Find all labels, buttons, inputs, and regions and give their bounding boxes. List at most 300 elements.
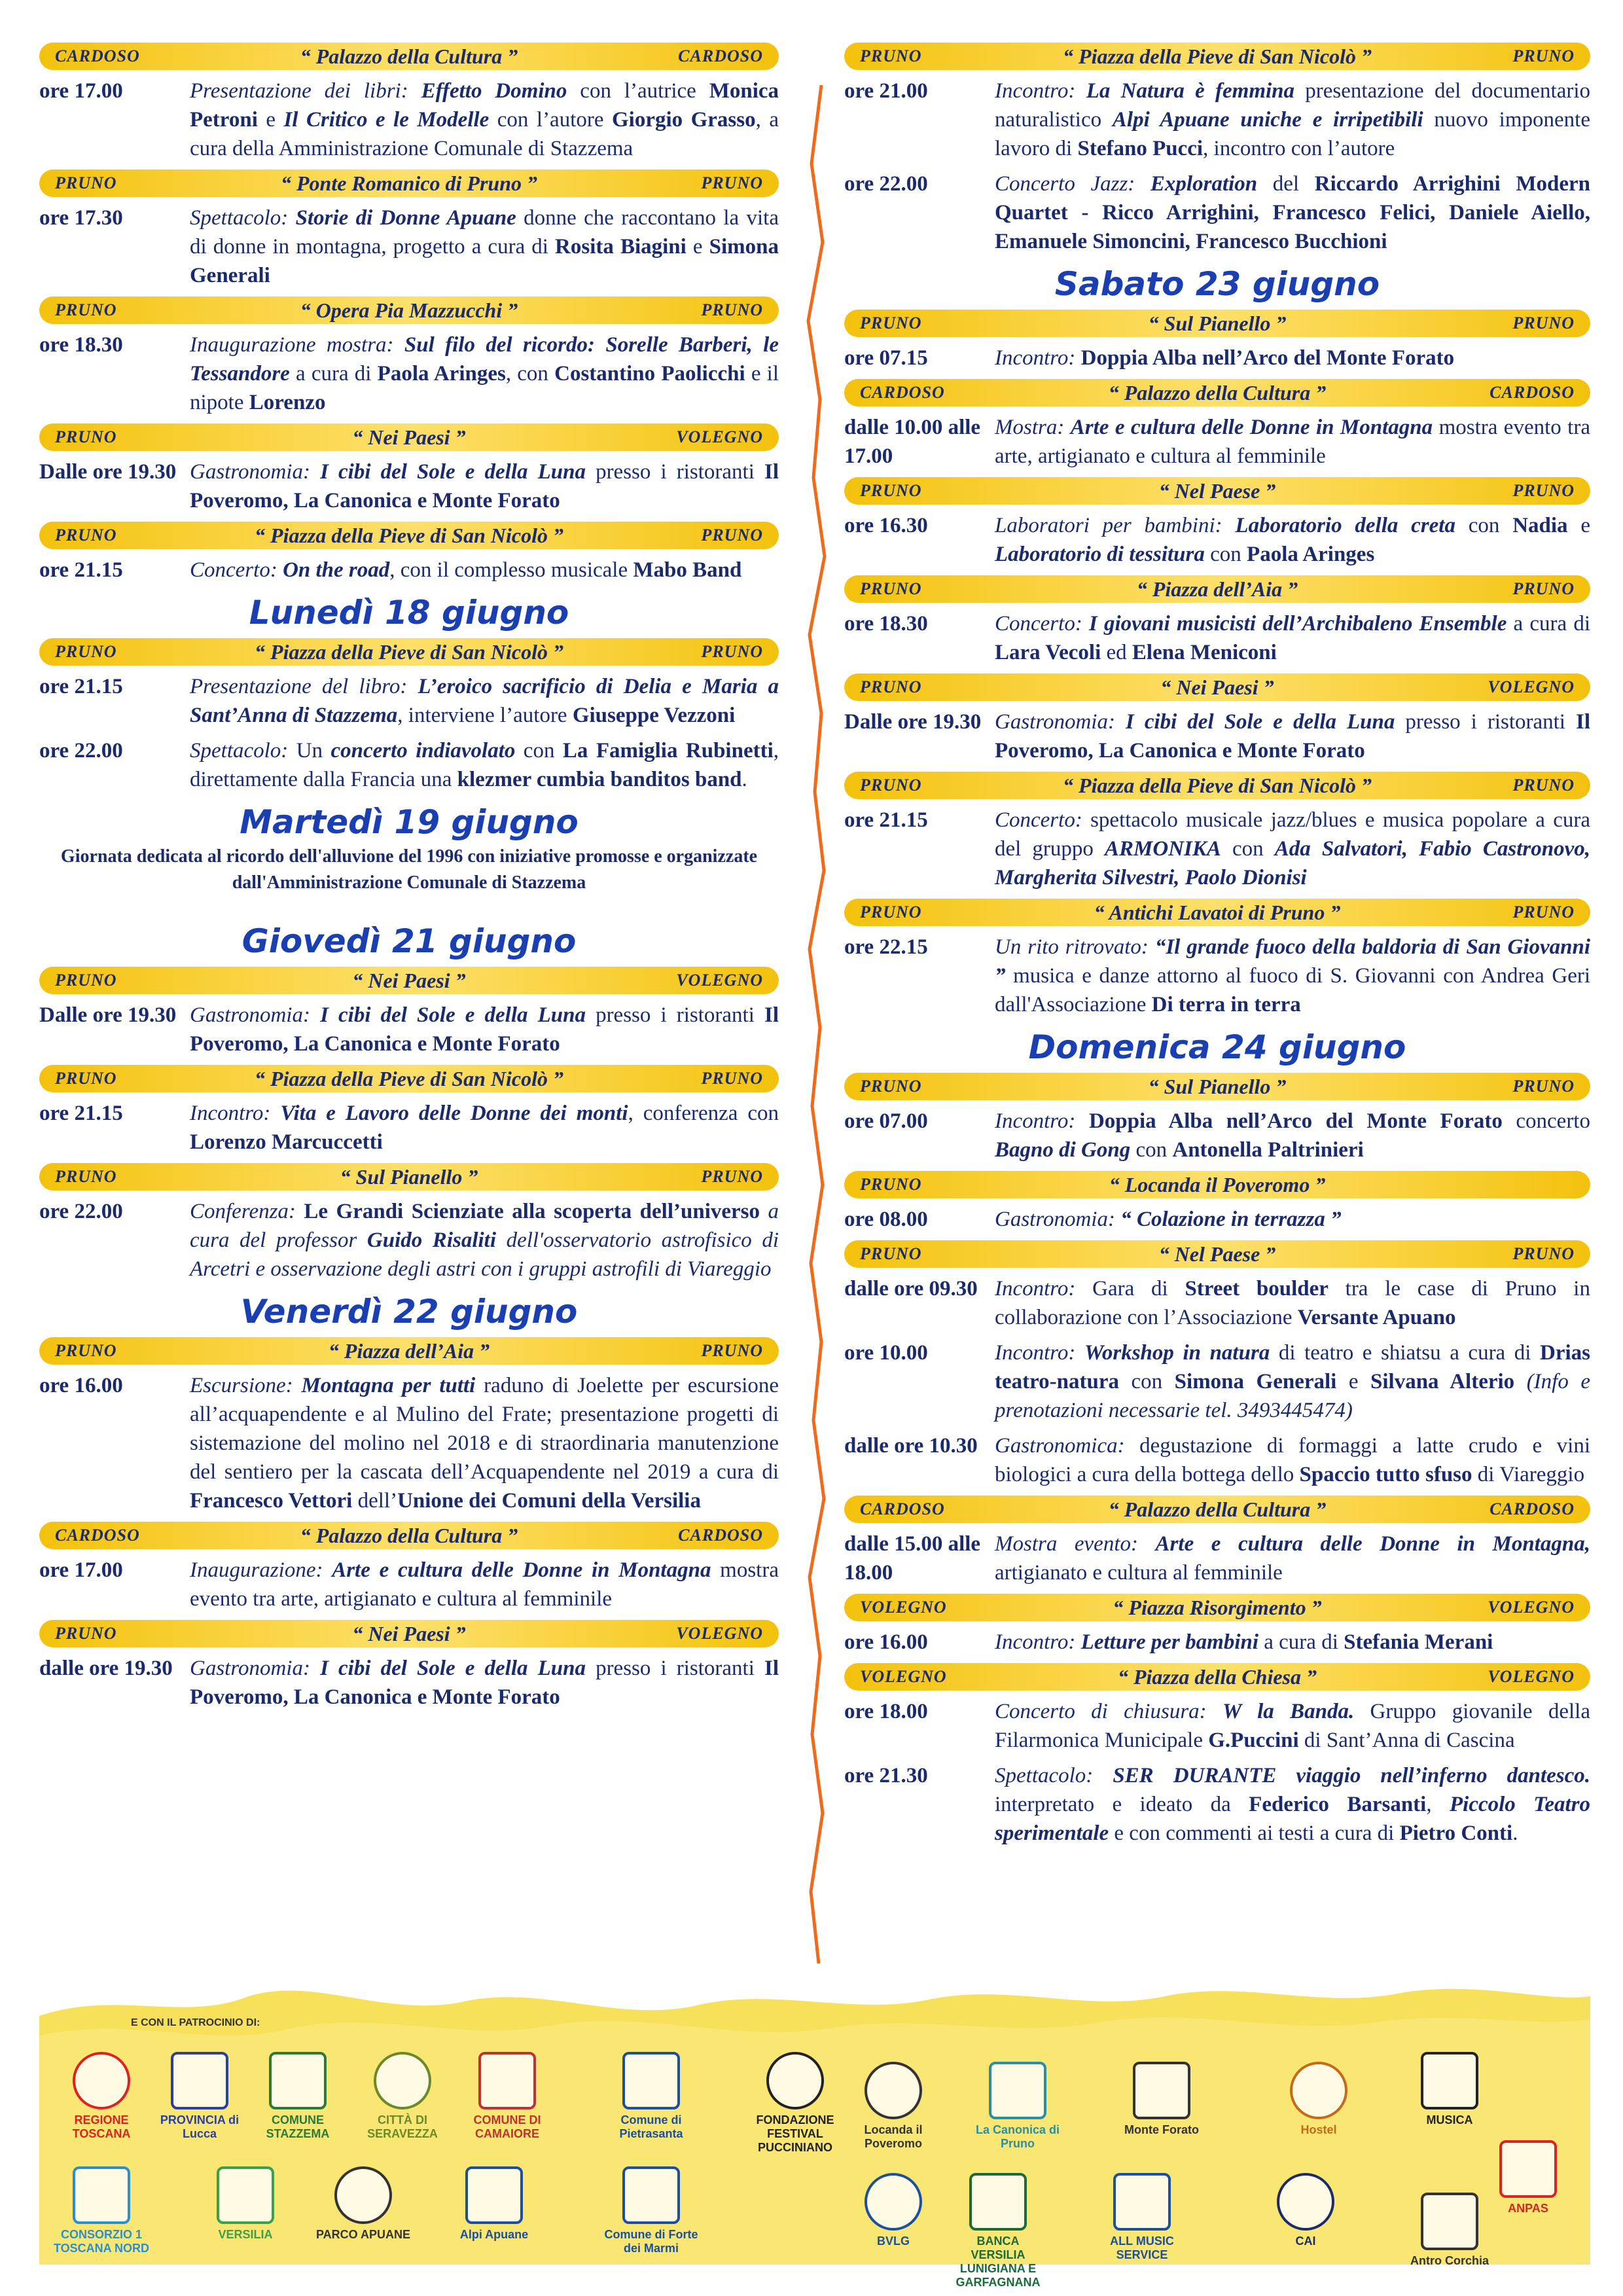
logo-label: COMUNE DI CAMAIORE <box>473 2113 541 2140</box>
venue-bar <box>844 1073 1590 1100</box>
venue-location: PRUNO <box>860 776 922 795</box>
patronage-label: E CON IL PATROCINIO DI: <box>131 2017 260 2028</box>
event-text: ARMONIKA <box>1105 837 1221 861</box>
event-text: a cura di <box>289 362 378 386</box>
logo-comune-stazzema <box>249 2052 347 2141</box>
logo-label: ALL MUSIC SERVICE <box>1110 2234 1174 2261</box>
venue-bar <box>39 1065 779 1092</box>
logo-label: CAI <box>1295 2234 1316 2248</box>
event-text: Paola Aringes <box>1247 543 1375 566</box>
event-text: Laboratorio di tessitura <box>995 543 1205 566</box>
logo-label: FONDAZIONE FESTIVAL PUCCINIANO <box>756 2113 834 2154</box>
event-time: dalle ore 19.30 <box>39 1657 173 1680</box>
regione-toscana-icon <box>73 2052 130 2109</box>
event-description <box>190 1197 779 1283</box>
event-text: (Info e prenotazioni necessarie tel. 3493445474) <box>995 1370 1590 1422</box>
event-text: “Il grande fuoco della baldoria di San Giovanni ” <box>995 935 1590 988</box>
event-text: con l’autrice <box>567 79 709 103</box>
venue-name: “ Palazzo della Cultura ” <box>1108 380 1327 404</box>
event-text: e <box>1567 514 1591 537</box>
event-row <box>39 672 779 730</box>
event-description <box>995 1697 1590 1755</box>
venue-bar <box>844 477 1590 505</box>
event-row <box>39 77 779 163</box>
event-text: I cibi del Sole e della Luna <box>320 1657 586 1680</box>
event-row <box>39 1556 779 1613</box>
event-text: Conferenza: <box>190 1200 304 1223</box>
event-time: ore 21.15 <box>39 1102 123 1125</box>
event-text: Il Poveromo, La Canonica e Monte Forato <box>995 710 1591 762</box>
logo-pania-hostel <box>1270 2062 1368 2137</box>
venue-location-right: PRUNO <box>1512 579 1575 598</box>
venue-location-right: PRUNO <box>701 642 763 661</box>
event-text: Spettacolo: <box>995 1764 1113 1787</box>
day-heading: Venerdì 22 giugno <box>240 1293 578 1331</box>
venue-name: “ Piazza della Pieve di San Nicolò ” <box>1063 44 1372 68</box>
event-description <box>190 204 779 290</box>
event-text: di teatro e shiatsu a cura di <box>1270 1341 1540 1365</box>
logo-bvlg <box>844 2173 942 2248</box>
event-text: Incontro: <box>995 79 1086 103</box>
venue-bar <box>39 43 779 70</box>
event-time: Dalle ore 19.30 <box>844 710 982 734</box>
logo-musica-apuane <box>1400 2052 1499 2127</box>
event-text: Concerto Jazz: <box>995 172 1150 196</box>
venue-location-right: PRUNO <box>701 1341 763 1360</box>
event-time: ore 18.00 <box>844 1700 928 1723</box>
event-text: tra le case di Pruno in collaborazione con l’Associazione <box>995 1277 1590 1329</box>
venue-location: PRUNO <box>860 677 922 696</box>
venue-name: “ Locanda il Poveromo ” <box>1109 1172 1326 1196</box>
venue-bar <box>39 1522 779 1549</box>
event-time: ore 16.00 <box>39 1374 123 1397</box>
venue-bar <box>844 1496 1590 1523</box>
venue-name: “ Sul Pianello ” <box>1148 311 1287 335</box>
event-description <box>995 1274 1590 1332</box>
event-text: Francesco Vettori <box>190 1489 353 1513</box>
event-text: raduno di Joelette per escursione all’acquapendente e al Mulino del Frate; presentazione progetti di sistemazione del molino nel 2018 e di straordinaria manutenzione del sentiero per la cascata dell’Acquapendente nel 2019 a cura di <box>190 1374 779 1484</box>
logo-monte-forato <box>1113 2062 1211 2137</box>
event-text: a cura di <box>1258 1630 1344 1654</box>
event-text: I cibi del Sole e della Luna <box>320 460 586 484</box>
venue-location-right: PRUNO <box>1512 314 1575 332</box>
venue-location-right: VOLEGNO <box>676 427 763 446</box>
event-text: Lara Vecoli <box>995 641 1101 664</box>
event-time: ore 18.30 <box>39 333 123 357</box>
event-time: dalle ore 09.30 <box>844 1277 978 1300</box>
venue-name: “ Nel Paese ” <box>1158 1242 1276 1266</box>
event-text: Gruppo giovanile della Filarmonica Municipale <box>995 1700 1590 1752</box>
day-heading: Domenica 24 giugno <box>1028 1028 1406 1066</box>
forte-dei-marmi-icon <box>622 2166 680 2224</box>
logo-label: PARCO APUANE <box>315 2228 410 2241</box>
venue-name: “ Palazzo della Cultura ” <box>300 44 518 68</box>
event-text: I cibi del Sole e della Luna <box>1125 710 1395 734</box>
event-text: Gastronomia: <box>995 710 1126 734</box>
event-text: , direttamente dalla Francia una <box>190 739 779 791</box>
venue-bar <box>39 1163 779 1191</box>
event-text: Exploration <box>1150 172 1258 196</box>
event-time: ore 21.30 <box>844 1764 928 1787</box>
event-text: Paola Aringes <box>377 362 506 386</box>
event-text: Effetto Domino <box>421 79 567 103</box>
venue-name: “ Piazza dell’Aia ” <box>1136 577 1298 601</box>
event-text: Montagna per tutti <box>301 1374 476 1397</box>
all-music-service-icon <box>1113 2173 1171 2231</box>
event-text: Doppia Alba nell’Arco del Monte Forato <box>1088 1109 1503 1133</box>
event-text: Incontro: <box>995 346 1081 370</box>
monte-forato-icon <box>1133 2062 1190 2119</box>
venue-location: CARDOSO <box>860 1499 945 1518</box>
event-row <box>844 1628 1590 1657</box>
event-description <box>190 556 779 584</box>
event-text: musica e danze attorno al fuoco di S. Giovanni con Andrea Geri dall'Associazione <box>995 964 1590 1016</box>
event-text: Sul filo del ricordo: Sorelle Barberi, le Tessandore <box>190 333 779 386</box>
event-row <box>844 609 1590 667</box>
venue-location: PRUNO <box>860 579 922 598</box>
event-time: ore 18.30 <box>844 612 928 636</box>
event-text: Incontro: <box>190 1102 281 1125</box>
footer-logos <box>39 1977 1590 2289</box>
event-text: I giovani musicisti dell’Archibaleno Ensemble <box>1088 612 1507 636</box>
event-text: ed <box>1101 641 1132 664</box>
event-row <box>844 708 1590 765</box>
event-description <box>995 1628 1590 1657</box>
event-text: con <box>1119 1370 1175 1393</box>
logo-provincia-lucca <box>151 2052 249 2141</box>
venue-location: PRUNO <box>55 971 117 990</box>
venue-name: “ Antichi Lavatoi di Pruno ” <box>1094 900 1341 924</box>
event-text: , incontro con l’autore <box>1203 137 1395 160</box>
event-description <box>190 1099 779 1157</box>
day-heading: Giovedì 21 giugno <box>241 922 577 960</box>
venue-location-right: PRUNO <box>701 526 763 545</box>
event-row <box>39 457 779 515</box>
event-description <box>190 1371 779 1515</box>
event-text: , <box>1426 1793 1450 1816</box>
venue-name: “ Nei Paesi ” <box>352 425 466 449</box>
event-time: ore 16.00 <box>844 1630 928 1654</box>
logo-locanda-poveromo <box>844 2062 942 2151</box>
comune-pietrasanta-icon <box>622 2052 680 2109</box>
event-description <box>995 344 1590 372</box>
event-text: nuovo imponente lavoro di <box>995 108 1590 160</box>
event-row <box>844 413 1590 471</box>
citta-seravezza-icon <box>374 2052 431 2109</box>
event-text: Rosita Biagini <box>555 235 687 259</box>
venue-location: VOLEGNO <box>860 1667 947 1686</box>
logo-unesco <box>445 2166 543 2242</box>
zigzag-divider <box>795 85 834 1964</box>
event-text: con l’autore <box>489 108 612 132</box>
event-description <box>995 1530 1590 1587</box>
event-text: On the road <box>283 558 390 582</box>
event-description <box>190 672 779 730</box>
unione-versilia-icon <box>217 2166 274 2224</box>
venue-bar <box>39 638 779 666</box>
venue-name: “ Nel Paese ” <box>1158 478 1276 503</box>
event-text: Arte e cultura delle Donne in Montagna <box>332 1558 711 1582</box>
event-text: Gastronomia: <box>190 1657 321 1680</box>
event-text: Laboratori per bambini: <box>995 514 1236 537</box>
logo-comune-camaiore <box>458 2052 556 2141</box>
venue-location: PRUNO <box>860 314 922 332</box>
event-text: Incontro: <box>995 1630 1081 1654</box>
event-row <box>844 1107 1590 1164</box>
venue-location-right: PRUNO <box>1512 1077 1575 1096</box>
event-text: Pietro Conti <box>1399 1821 1513 1845</box>
venue-location-right: VOLEGNO <box>1488 1598 1575 1617</box>
event-row <box>39 1197 779 1283</box>
anpas-icon <box>1499 2140 1557 2198</box>
event-row <box>844 1530 1590 1587</box>
event-time: ore 21.00 <box>844 79 928 103</box>
venue-name: “ Nei Paesi ” <box>352 1621 466 1645</box>
event-text: Federico Barsanti <box>1249 1793 1427 1816</box>
right-column <box>844 36 1590 1854</box>
event-text: e con commenti ai testi a cura di <box>1109 1821 1400 1845</box>
event-text: donne che raccontano la vita di donne in montagna, progetto a cura di <box>190 206 779 259</box>
venue-bar <box>844 899 1590 926</box>
event-row <box>39 204 779 290</box>
event-row <box>844 1697 1590 1755</box>
venue-bar <box>39 1337 779 1365</box>
venue-bar <box>39 1620 779 1647</box>
event-text: Giorgio Grasso <box>611 108 756 132</box>
event-text: Il Poveromo, La Canonica e Monte Forato <box>190 460 779 512</box>
event-text: I cibi del Sole e della Luna <box>320 1003 586 1027</box>
event-text: Letture per bambini <box>1080 1630 1259 1654</box>
venue-name: “ Nei Paesi ” <box>1160 675 1274 699</box>
logo-cai <box>1257 2173 1355 2248</box>
venue-location-right: PRUNO <box>1512 481 1575 500</box>
venue-bar <box>844 772 1590 799</box>
event-description <box>190 736 779 794</box>
logo-label: COMUNE STAZZEMA <box>266 2113 330 2140</box>
event-description <box>190 1556 779 1613</box>
event-text: artigianato e cultura al femminile <box>995 1561 1283 1585</box>
logo-antro-corchia <box>1400 2193 1499 2268</box>
event-text: “ Colazione in terrazza ” <box>1120 1208 1342 1231</box>
bvlg-icon <box>865 2173 922 2231</box>
venue-name: “ Ponte Romanico di Pruno ” <box>280 171 538 195</box>
venue-bar <box>844 310 1590 337</box>
day-heading: Martedì 19 giugno <box>240 803 579 841</box>
logo-all-music-service <box>1093 2173 1191 2262</box>
event-text: Piccolo Teatro sperimentale <box>995 1793 1590 1845</box>
logo-label: La Canonica di Pruno <box>975 2123 1060 2150</box>
event-row <box>844 1761 1590 1848</box>
event-text: spettacolo musicale jazz/blues e musica popolare a cura del gruppo <box>995 808 1590 861</box>
logo-label: Locanda il Poveromo <box>864 2123 923 2150</box>
event-text: Antonella Paltrinieri <box>1172 1138 1364 1162</box>
event-text: Ada Salvatori, Fabio Castronovo, Margherita Silvestri, Paolo Dionisi <box>995 837 1590 889</box>
venue-location: PRUNO <box>55 300 117 319</box>
event-text: presso i ristoranti <box>1395 710 1576 734</box>
venue-location-right: VOLEGNO <box>1488 677 1575 696</box>
event-text: , conferenza con <box>628 1102 779 1125</box>
event-text: Monica Petroni <box>190 79 779 132</box>
event-text: Vita e Lavoro delle Donne dei monti <box>280 1102 628 1125</box>
event-description <box>995 511 1590 569</box>
venue-name: “ Palazzo della Cultura ” <box>300 1523 518 1547</box>
antro-corchia-icon <box>1421 2193 1478 2250</box>
logo-label: REGIONE TOSCANA <box>72 2113 131 2140</box>
venue-location-right: CARDOSO <box>1489 383 1575 402</box>
event-text: Lorenzo Marcuccetti <box>190 1130 383 1154</box>
event-time: Dalle ore 19.30 <box>39 1003 177 1027</box>
event-text: Nadia <box>1512 514 1568 537</box>
event-description <box>190 77 779 163</box>
event-text: Unione dei Comuni della Versilia <box>397 1489 701 1513</box>
venue-location-right: PRUNO <box>1512 46 1575 65</box>
venue-location-right: VOLEGNO <box>1488 1667 1575 1686</box>
event-description <box>995 806 1590 892</box>
logo-forte-dei-marmi <box>602 2166 700 2255</box>
event-row <box>844 1338 1590 1425</box>
event-text: e <box>257 108 284 132</box>
event-description <box>995 1431 1590 1489</box>
event-time: ore 21.15 <box>39 675 123 698</box>
event-row <box>844 806 1590 892</box>
venue-location-right: PRUNO <box>1512 776 1575 795</box>
event-text: con <box>1221 837 1275 861</box>
event-text: a cura del professor <box>190 1200 779 1252</box>
event-text: Spaccio tutto sfuso <box>1299 1463 1472 1486</box>
event-text: Stefano Pucci <box>1077 137 1204 160</box>
event-row <box>39 1371 779 1515</box>
event-row <box>39 1654 779 1712</box>
event-text: Costantino Paolicchi <box>554 362 745 386</box>
event-text: Un rito ritrovato: <box>995 935 1155 959</box>
venue-location: PRUNO <box>55 1069 117 1088</box>
event-description <box>190 1001 779 1058</box>
venue-location: PRUNO <box>55 427 117 446</box>
musica-apuane-icon <box>1421 2052 1478 2109</box>
unesco-icon <box>465 2166 523 2224</box>
event-text: Arte e cultura delle Donne in Montagna, <box>1155 1532 1590 1556</box>
event-time: ore 17.30 <box>39 206 123 230</box>
event-time: dalle 10.00 alle 17.00 <box>844 416 981 468</box>
event-description <box>995 1107 1590 1164</box>
logo-label: ANPAS <box>1508 2202 1548 2215</box>
event-row <box>844 511 1590 569</box>
venue-location-right: PRUNO <box>1512 903 1575 922</box>
event-text: Storie di Donne Apuane <box>295 206 516 230</box>
logo-label: CONSORZIO 1 TOSCANA NORD <box>53 2228 149 2255</box>
event-text: Gastronomia: <box>190 1003 321 1027</box>
event-row <box>844 933 1590 1019</box>
bcc-icon <box>969 2173 1027 2231</box>
event-text: concerto <box>1502 1109 1590 1133</box>
venue-bar <box>39 967 779 994</box>
event-time: ore 17.00 <box>39 79 123 103</box>
parco-apuane-icon <box>334 2166 392 2224</box>
event-description <box>995 609 1590 667</box>
event-description <box>995 170 1590 256</box>
event-description <box>995 1338 1590 1425</box>
event-description <box>995 77 1590 163</box>
event-text: Spettacolo: <box>190 206 296 230</box>
venue-location-right: PRUNO <box>701 173 763 192</box>
event-text: Un <box>296 739 331 762</box>
logo-label: VERSILIA <box>218 2228 273 2241</box>
logo-comune-pietrasanta <box>602 2052 700 2141</box>
event-text: La Famiglia Rubinetti <box>562 739 774 762</box>
event-text: dell'osservatorio astrofisico di Arcetri e osservazione degli astri con i gruppi astrofili di Viareggio <box>190 1229 779 1281</box>
venue-location-right: VOLEGNO <box>676 1624 763 1643</box>
venue-bar <box>39 423 779 451</box>
event-time: ore 22.00 <box>844 172 928 196</box>
event-text: con <box>1130 1138 1173 1162</box>
event-row <box>39 1099 779 1157</box>
event-description <box>995 933 1590 1019</box>
day-heading: Lunedì 18 giugno <box>249 594 569 632</box>
event-time: ore 08.00 <box>844 1208 928 1231</box>
venue-name: “ Piazza della Pieve di San Nicolò ” <box>255 523 563 547</box>
event-description <box>995 413 1590 471</box>
left-column <box>39 36 779 1718</box>
event-text: Riccardo Arrighini Modern Quartet - Ricco Arrighini, Francesco Felici, Daniele Aiello, Emanuele Simoncini, Francesco Bucchioni <box>995 172 1590 253</box>
event-row <box>844 1431 1590 1489</box>
event-row <box>39 1001 779 1058</box>
event-time: ore 21.15 <box>844 808 928 832</box>
event-text: G.Puccini <box>1208 1729 1299 1752</box>
venue-bar <box>844 575 1590 603</box>
event-time: ore 22.15 <box>844 935 928 959</box>
day-heading: Sabato 23 giugno <box>1054 265 1380 303</box>
venue-location: CARDOSO <box>860 383 945 402</box>
event-text: Spettacolo: <box>190 739 296 762</box>
venue-name: “ Sul Pianello ” <box>1148 1074 1287 1098</box>
event-text: Il Poveromo, La Canonica e Monte Forato <box>190 1003 779 1056</box>
logo-fondazione-festival <box>746 2052 844 2155</box>
event-time: ore 22.00 <box>39 739 123 762</box>
venue-name: “ Piazza dell’Aia ” <box>328 1338 490 1363</box>
event-text: presso i ristoranti <box>585 1657 764 1680</box>
event-text: Inaugurazione: <box>190 1558 332 1582</box>
logo-label: PROVINCIA di Lucca <box>160 2113 240 2140</box>
venue-bar <box>844 1594 1590 1621</box>
event-text: Street boulder <box>1185 1277 1329 1300</box>
event-text: Mostra evento: <box>995 1532 1156 1556</box>
event-time: dalle ore 10.30 <box>844 1434 978 1458</box>
event-description <box>995 708 1590 765</box>
event-row <box>39 556 779 584</box>
venue-location: PRUNO <box>860 1077 922 1096</box>
venue-location: PRUNO <box>860 1244 922 1263</box>
venue-bar <box>844 379 1590 406</box>
event-text: , con <box>505 362 555 386</box>
event-row <box>844 170 1590 256</box>
venue-location-right: PRUNO <box>1512 1244 1575 1263</box>
event-text: di Sant’Anna di Cascina <box>1298 1729 1515 1752</box>
event-text: Doppia Alba nell’Arco del Monte Forato <box>1080 346 1455 370</box>
venue-name: “ Piazza della Chiesa ” <box>1117 1664 1317 1689</box>
venue-name: “ Piazza Risorgimento ” <box>1113 1595 1322 1619</box>
venue-name: “ Piazza della Pieve di San Nicolò ” <box>255 639 563 664</box>
logo-consorzio-toscana-nord <box>52 2166 151 2255</box>
event-text: presentazione del documentario naturalistico <box>995 79 1590 132</box>
cai-icon <box>1277 2173 1334 2231</box>
event-text: dell’ <box>352 1489 398 1513</box>
logo-label: Antro Corchia <box>1410 2254 1489 2267</box>
event-text: e <box>686 235 709 259</box>
logo-bcc <box>949 2173 1047 2289</box>
venue-bar <box>39 296 779 324</box>
event-text: Simona Generali <box>190 235 779 287</box>
event-text: Mabo Band <box>633 558 742 582</box>
